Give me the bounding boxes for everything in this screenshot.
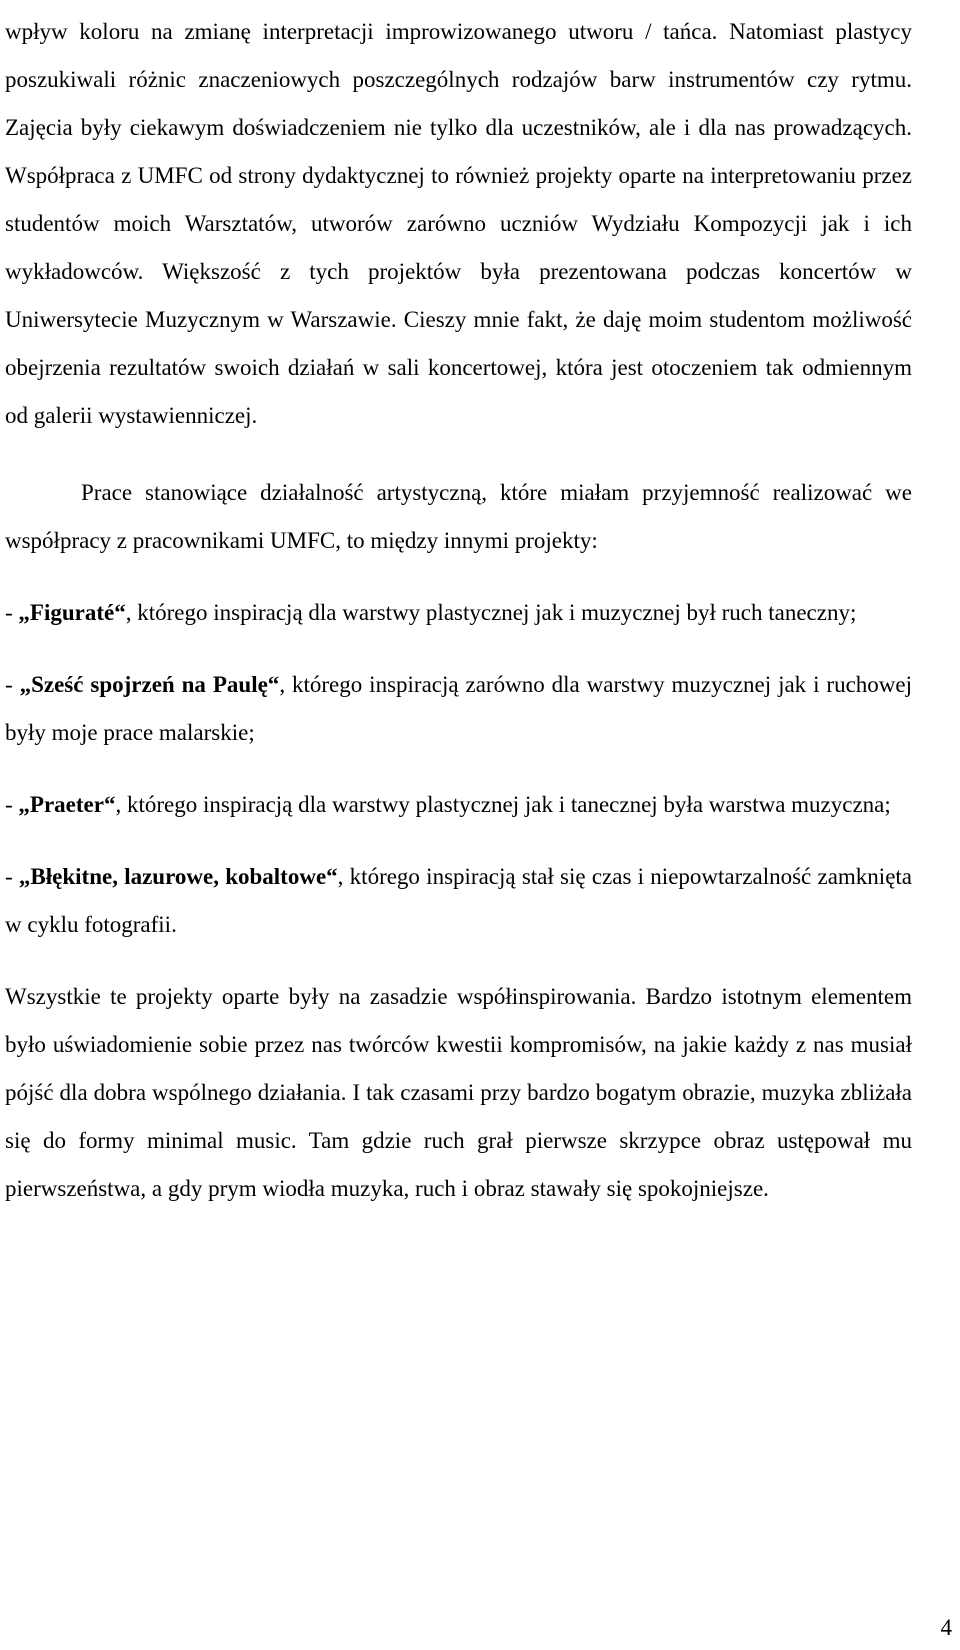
paragraph-projects-lead: Prace stanowiące działalność artystyczną, które miałam przyjemność realizować we współpracy z pracownikami UMFC, to między innymi projekty: <box>5 480 912 553</box>
document-page <box>5 0 912 1213</box>
list-dash: - <box>5 600 19 625</box>
list-dash: - <box>5 672 20 697</box>
project-item-blekitne <box>5 853 912 949</box>
project-item-szesc-spojrzen <box>5 661 912 757</box>
project-description: , którego inspiracją zarówno dla warstwy muzycznej jak i ruchowej były moje prace malarskie; <box>5 672 912 745</box>
paragraph-intro: wpływ koloru na zmianę interpretacji improwizowanego utworu / tańca. Natomiast plastycy poszukiwali różnic znaczeniowych poszczególnych rodzajów barw instrumentów czy rytmu. Zajęcia były ciekawym doświadczeniem nie tylko dla uczestników, ale i dla nas prowadzących. Współpraca z UMFC od strony dydaktycznej to również projekty oparte na interpretowaniu przez studentów moich Warsztatów, utworów zarówno uczniów Wydziału Kompozycji jak i ich wykładowców. Większość z tych projektów była prezentowana podczas koncertów w Uniwersytecie Muzycznym w Warszawie. Cieszy mnie fakt, że daję moim studentom możliwość obejrzenia rezultatów swoich działań w sali koncertowej, która jest otoczeniem tak odmiennym od galerii wystawienniczej. <box>5 19 912 428</box>
project-title: „Błękitne, lazurowe, kobaltowe“ <box>18 864 338 889</box>
project-item-figurate <box>5 589 912 637</box>
project-description: , którego inspiracją dla warstwy plastycznej jak i muzycznej był ruch taneczny; <box>125 600 857 625</box>
paragraph-summary: Wszystkie te projekty oparte były na zasadzie współinspirowania. Bardzo istotnym elementem było uświadomienie sobie przez nas twórców kwestii kompromisów, na jakie każdy z nas musiał pójść dla dobra wspólnego działania. I tak czasami przy bardzo bogatym obrazie, muzyka zbliżała się do formy minimal music. Tam gdzie ruch grał pierwsze skrzypce obraz ustępował mu pierwszeństwa, a gdy prym wiodła muzyka, ruch i obraz stawały się spokojniejsze. <box>5 984 912 1201</box>
project-description: , którego inspiracją dla warstwy plastycznej jak i tanecznej była warstwa muzyczna; <box>115 792 891 817</box>
page-number: 4 <box>940 1615 952 1640</box>
project-description: , którego inspiracją stał się czas i niepowtarzalność zamknięta w cyklu fotografii. <box>5 864 913 937</box>
list-dash: - <box>5 864 19 889</box>
list-dash: - <box>5 792 19 817</box>
project-title: „Figuraté“ <box>18 600 126 625</box>
project-item-praeter <box>5 781 912 829</box>
project-title: „Sześć spojrzeń na Paulę“ <box>19 672 280 697</box>
project-title: „Praeter“ <box>18 792 116 817</box>
